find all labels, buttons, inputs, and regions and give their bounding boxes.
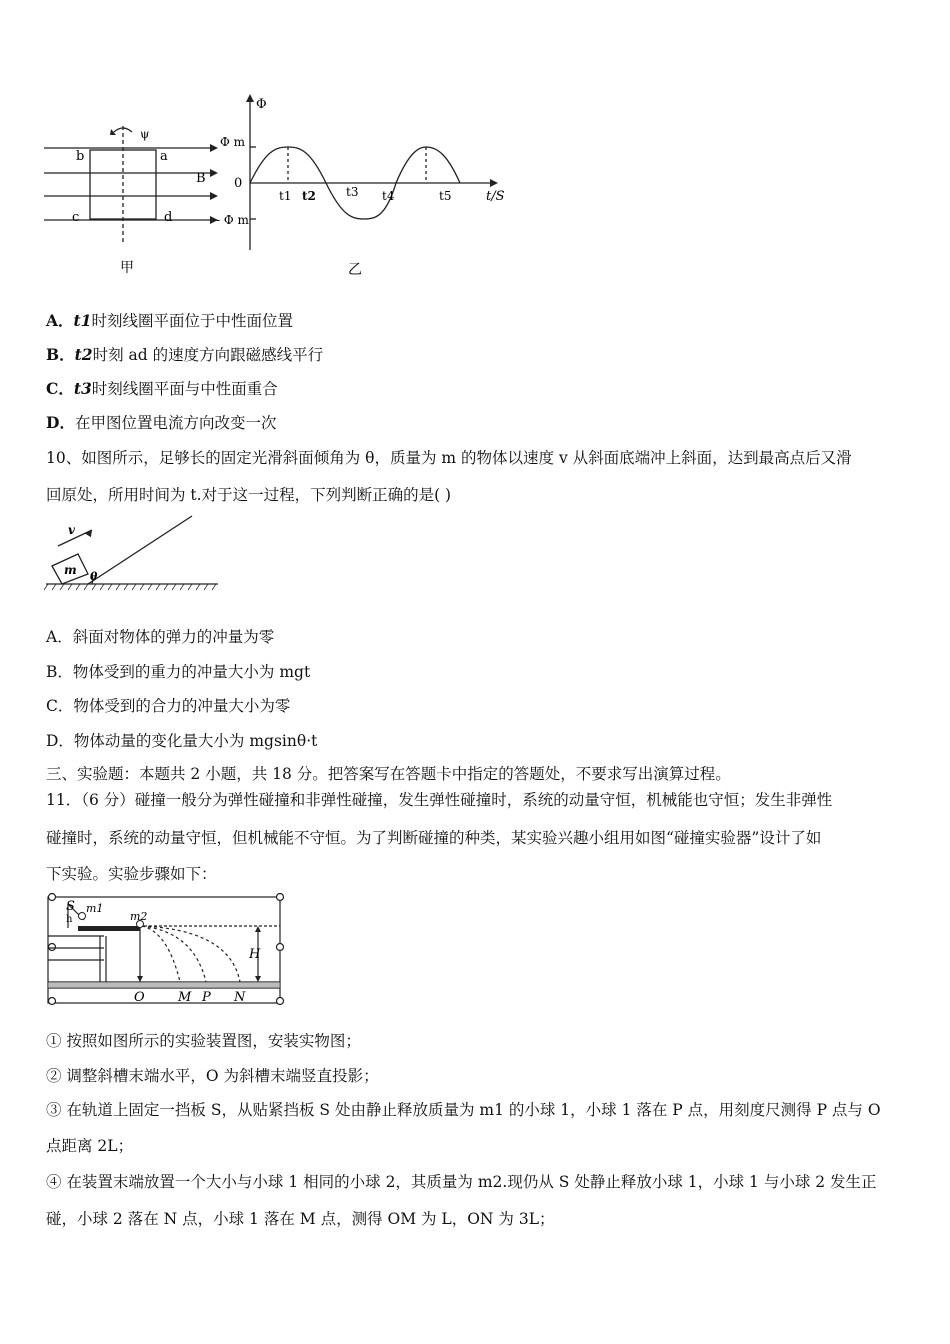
q11-step-2: ② 调整斜槽末端水平，O 为斜槽末端竖直投影； <box>46 1067 379 1085</box>
figure-incline <box>44 512 224 594</box>
coil-label-a: a <box>160 149 168 164</box>
option-text: 时刻线圈平面与中性面重合 <box>91 380 278 398</box>
tick-t4: t4 <box>382 189 395 203</box>
option-letter: D． <box>46 413 75 432</box>
q11-step-3-line1: ③ 在轨道上固定一挡板 S，从贴紧挡板 S 处由静止释放质量为 m1 的小球 1，小球 1 落在 P 点，用刻度尺测得 P 点与 O <box>46 1101 881 1119</box>
coil-label-d: d <box>164 210 173 225</box>
figure-flux-graph <box>216 96 516 278</box>
q11-step-4-line1: ④ 在装置末端放置一个大小与小球 1 相同的小球 2，其质量为 m2.现仍从 S 处静止释放小球 1，小球 1 与小球 2 发生正 <box>46 1173 877 1191</box>
x-axis-label: t/S <box>486 189 505 204</box>
caption-yi: 乙 <box>348 262 362 278</box>
figure-coil <box>40 118 220 278</box>
tick-t5: t5 <box>439 189 452 203</box>
option-text: D．物体动量的变化量大小为 mgsinθ·t <box>46 732 318 750</box>
label-n: N <box>234 990 246 1005</box>
q9-option-c <box>46 379 278 399</box>
tick-t3: t3 <box>346 185 359 199</box>
q9-option-d <box>46 413 276 433</box>
q9-option-b <box>46 345 323 365</box>
y-max-label: Φ m <box>220 135 246 149</box>
q11-step-4-line2: 碰，小球 2 落在 N 点，小球 1 落在 M 点，测得 OM 为 L，ON 为 3L； <box>46 1210 555 1228</box>
label-h-large: H <box>249 947 261 962</box>
q11-stem-line2: 碰撞时，系统的动量守恒，但机械能不守恒。为了判断碰撞的种类，某实验兴趣小组用如图“碰撞实验器”设计了如 <box>46 829 822 847</box>
field-label-b: B <box>196 171 206 186</box>
q10-stem-line2: 回原处，所用时间为 t.对于这一过程，下列判断正确的是( ) <box>46 486 452 504</box>
mass-label: m <box>64 563 77 577</box>
q10-option-b <box>46 662 310 682</box>
label-m1: m1 <box>86 902 104 915</box>
q10-option-a <box>46 627 274 647</box>
q11-stem-line1: 11．（6 分）碰撞一般分为弹性碰撞和非弹性碰撞，发生弹性碰撞时，系统的动量守恒，机械能也守恒；发生非弹性 <box>46 791 833 809</box>
label-s: S <box>66 899 75 914</box>
y-axis-label: Φ <box>256 97 267 112</box>
coil-label-c: c <box>72 210 80 225</box>
option-text: C．物体受到的合力的冲量大小为零 <box>46 697 291 715</box>
velocity-label: v <box>68 523 75 537</box>
y-min-label: - Φ m <box>216 213 249 227</box>
option-letter: C． <box>46 379 74 398</box>
label-o: O <box>134 990 145 1005</box>
section-heading: 三、实验题：本题共 2 小题，共 18 分。把答案写在答题卡中指定的答题处，不要求写出演算过程。 <box>46 765 731 783</box>
tick-t1: t1 <box>279 189 292 203</box>
label-p: P <box>202 990 211 1005</box>
option-variable: t2 <box>74 345 93 364</box>
q10-stem-line1: 10、如图所示，足够长的固定光滑斜面倾角为 θ，质量为 m 的物体以速度 v 从斜面底端冲上斜面，达到最高点后又滑 <box>46 449 852 467</box>
option-letter: B． <box>46 345 75 364</box>
coil-label-b: b <box>76 149 85 164</box>
rotation-axis-label: ψ <box>140 127 150 141</box>
zero-label: 0 <box>234 176 243 191</box>
option-text: 在甲图位置电流方向改变一次 <box>74 414 277 432</box>
option-text: B．物体受到的重力的冲量大小为 mgt <box>46 663 311 681</box>
option-text: A．斜面对物体的弹力的冲量为零 <box>46 628 275 646</box>
option-text: 时刻 ad 的速度方向跟磁感线平行 <box>92 346 324 364</box>
q9-option-a <box>46 311 293 331</box>
label-m: M <box>178 990 192 1005</box>
option-letter: A． <box>46 311 74 330</box>
angle-label: θ <box>90 570 98 583</box>
option-variable: t1 <box>73 311 92 330</box>
q10-option-c <box>46 696 290 716</box>
caption-jia: 甲 <box>120 260 134 276</box>
q11-step-3-line2: 点距离 2L； <box>46 1137 134 1155</box>
tick-t2: t2 <box>302 189 316 203</box>
q11-step-1: ① 按照如图所示的实验装置图，安装实物图； <box>46 1032 361 1050</box>
label-m2: m2 <box>130 910 148 923</box>
option-variable: t3 <box>73 379 92 398</box>
label-h-small: h <box>66 914 73 925</box>
option-text: 时刻线圈平面位于中性面位置 <box>91 312 293 330</box>
figure-collision-apparatus <box>44 892 288 1010</box>
q11-stem-line3: 下实验。实验步骤如下： <box>46 865 217 883</box>
q10-option-d <box>46 731 317 751</box>
